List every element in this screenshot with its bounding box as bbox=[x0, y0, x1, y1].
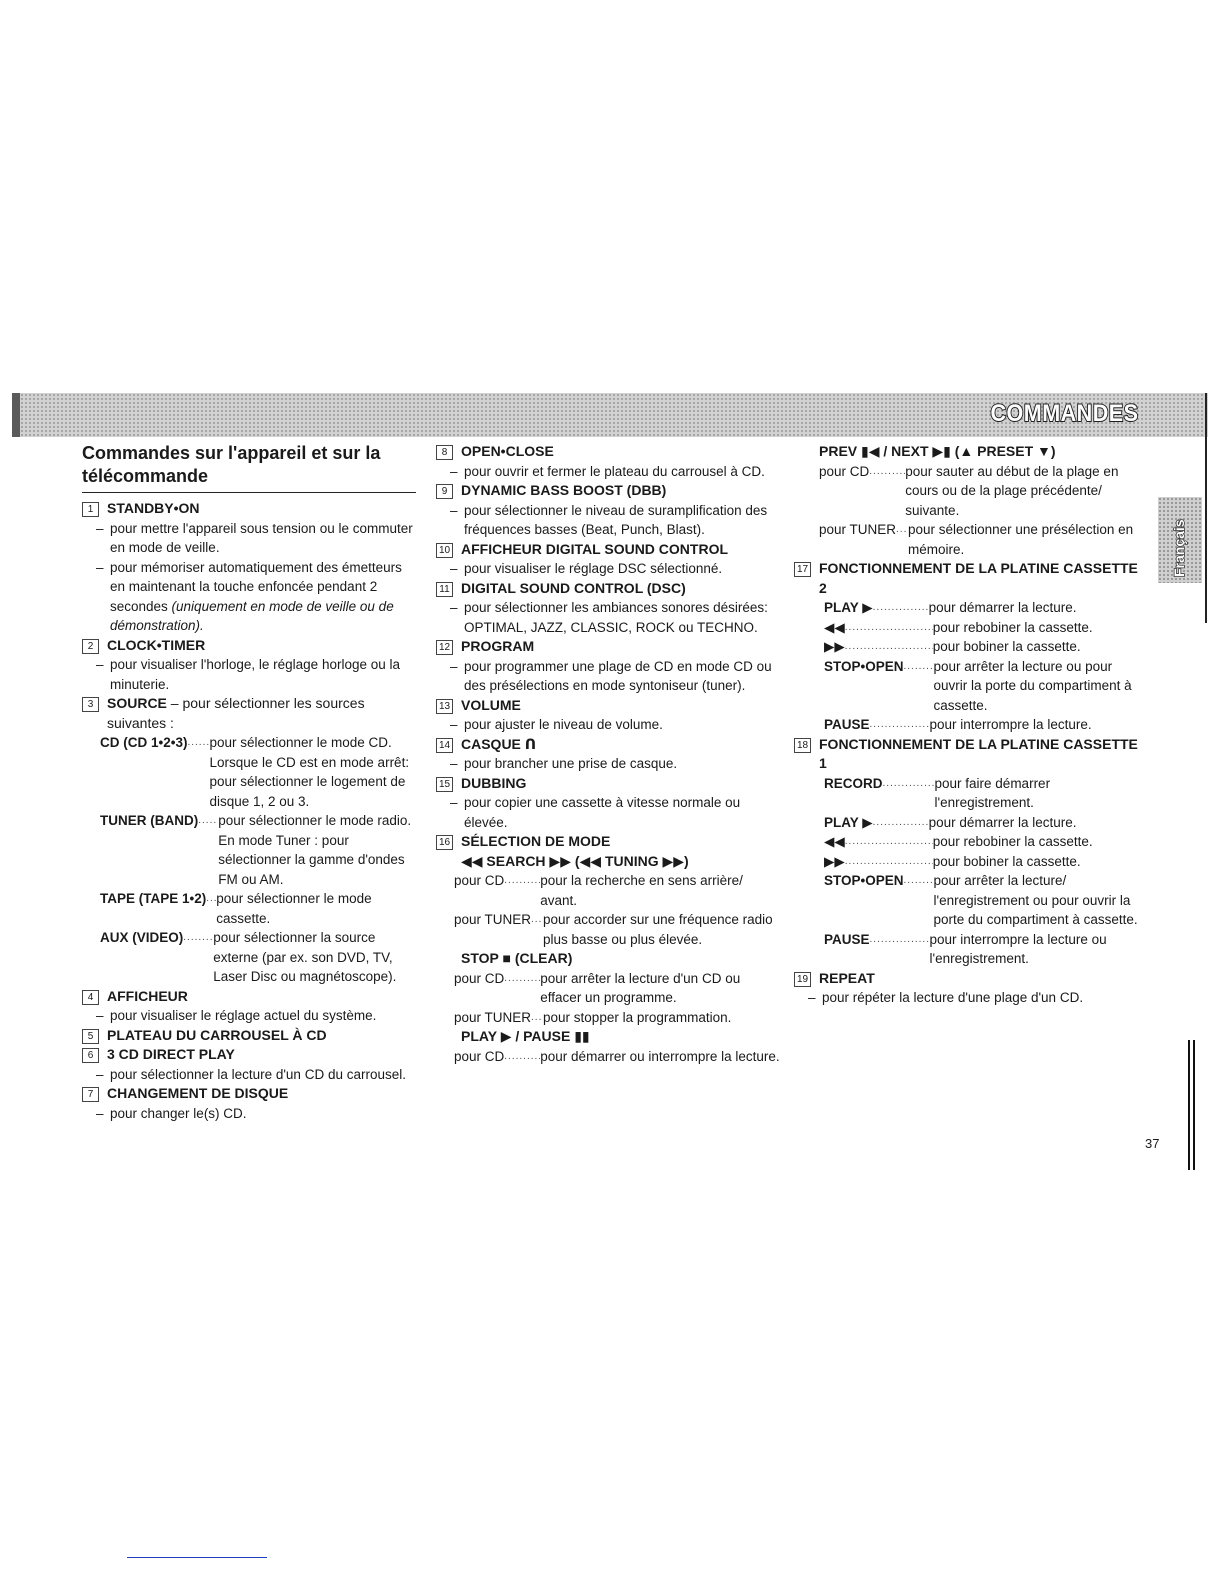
row-label: pour CD bbox=[454, 873, 505, 888]
item-3cd-direct-play bbox=[82, 1045, 416, 1065]
row-description: pour accorder sur une fréquence radio plus basse ou plus élevée. bbox=[543, 912, 773, 947]
row-label: ◀◀ bbox=[824, 619, 845, 635]
leader-dots bbox=[845, 637, 933, 657]
leader-dots bbox=[183, 928, 213, 987]
item-heading: OPEN•CLOSE bbox=[461, 443, 554, 459]
item-standby bbox=[82, 499, 416, 519]
leader-dots bbox=[904, 657, 934, 716]
deck-row bbox=[794, 774, 1144, 813]
edge-lines bbox=[1188, 1040, 1198, 1170]
column-2 bbox=[436, 442, 782, 1066]
item-heading: VOLUME bbox=[461, 696, 521, 713]
item-number: 13 bbox=[436, 699, 453, 714]
description-note: (uniquement en mode de veille ou de démonstration). bbox=[110, 598, 394, 633]
item-number: 9 bbox=[436, 484, 453, 499]
item-source bbox=[82, 694, 416, 733]
item-heading: 3 CD DIRECT PLAY bbox=[107, 1046, 235, 1062]
item-program bbox=[436, 637, 782, 657]
item-description bbox=[82, 558, 416, 636]
source-row-cd bbox=[82, 733, 416, 811]
leader-dots bbox=[845, 618, 933, 638]
item-number: 2 bbox=[82, 639, 99, 654]
row-description: pour faire démarrer l'enregistrement. bbox=[934, 775, 1051, 810]
item-description: – pour changer le(s) CD. bbox=[82, 1104, 416, 1124]
row-description: pour sélectionner le mode CD. Lorsque le CD est en mode arrêt: pour sélectionner le logement de disque 1, 2 ou 3. bbox=[209, 735, 410, 809]
leader-dots bbox=[198, 811, 218, 889]
row-description: pour interrompre la lecture. bbox=[929, 717, 1092, 732]
item-casque bbox=[436, 735, 782, 755]
item-repeat bbox=[794, 969, 1144, 989]
leader-dots bbox=[206, 889, 216, 928]
item-heading: REPEAT bbox=[819, 969, 875, 986]
leader-dots bbox=[531, 1008, 543, 1028]
source-row-aux bbox=[82, 928, 416, 987]
leader-dots bbox=[869, 462, 905, 521]
row-label: PAUSE bbox=[824, 931, 870, 947]
leader-dots bbox=[187, 733, 209, 811]
deck-row bbox=[794, 715, 1144, 735]
item-clock-timer bbox=[82, 636, 416, 656]
column-3 bbox=[794, 442, 1144, 1008]
row-label: pour CD bbox=[819, 463, 870, 479]
language-tab bbox=[1158, 497, 1202, 583]
row-description: pour bobiner la cassette. bbox=[932, 853, 1081, 869]
language-tab-label: Français bbox=[1171, 519, 1187, 577]
item-description: – pour sélectionner la lecture d'un CD du carrousel. bbox=[82, 1065, 416, 1085]
row-description: pour rebobiner la cassette. bbox=[932, 619, 1093, 635]
row-label: TUNER (BAND) bbox=[100, 813, 199, 828]
item-heading: SÉLECTION DE MODE bbox=[461, 833, 611, 849]
row-description: pour démarrer la lecture. bbox=[928, 814, 1077, 830]
row-description: pour arrêter la lecture d'un CD ou effacer un programme. bbox=[540, 970, 741, 1005]
item-number: 14 bbox=[436, 738, 453, 753]
edge-line bbox=[1193, 1040, 1195, 1170]
row-label: STOP•OPEN bbox=[824, 873, 904, 888]
item-number: 19 bbox=[794, 972, 811, 987]
mode-row bbox=[436, 1008, 782, 1028]
row-description: pour sélectionner le mode cassette. bbox=[216, 891, 372, 926]
item-heading: DIGITAL SOUND CONTROL (DSC) bbox=[461, 579, 686, 596]
row-label: PLAY ▶ bbox=[824, 600, 873, 615]
sub-heading-play-pause: PLAY ▶ / PAUSE ▮▮ bbox=[461, 1028, 590, 1044]
item-heading: FONCTIONNEMENT DE LA PLATINE CASSETTE 1 bbox=[819, 735, 1138, 771]
deck-row bbox=[794, 598, 1144, 618]
row-description: pour interrompre la lecture ou l'enregistrement. bbox=[929, 931, 1107, 966]
row-label: pour CD bbox=[454, 970, 505, 986]
row-description: pour la recherche en sens arrière/ avant. bbox=[540, 873, 743, 908]
row-label: ▶▶ bbox=[824, 853, 845, 869]
item-volume bbox=[436, 696, 782, 716]
row-label: AUX (VIDEO) bbox=[100, 930, 184, 945]
leader-dots bbox=[504, 871, 540, 910]
mode-row bbox=[436, 871, 782, 910]
row-label: PLAY ▶ bbox=[824, 814, 873, 830]
leader-dots bbox=[870, 715, 930, 735]
leader-dots bbox=[845, 852, 933, 872]
item-number: 15 bbox=[436, 777, 453, 792]
row-label: STOP•OPEN bbox=[824, 658, 904, 674]
item-description: – pour sélectionner le niveau de suramplification des fréquences basses (Beat, Punch, Blast). bbox=[436, 501, 782, 540]
mode-row bbox=[436, 969, 782, 1008]
item-number: 18 bbox=[794, 738, 811, 753]
headphones-icon: ᑎ bbox=[524, 735, 537, 752]
item-dsc bbox=[436, 579, 782, 599]
column-1 bbox=[82, 442, 416, 1123]
right-edge-rule bbox=[1205, 393, 1207, 623]
item-number: 5 bbox=[82, 1029, 99, 1044]
item-description: – pour brancher une prise de casque. bbox=[436, 754, 782, 774]
row-label: PAUSE bbox=[824, 717, 870, 732]
item-heading: CHANGEMENT DE DISQUE bbox=[107, 1085, 289, 1101]
item-number: 8 bbox=[436, 445, 453, 460]
bottom-rule bbox=[127, 1557, 267, 1558]
item-number: 17 bbox=[794, 562, 811, 577]
row-label: RECORD bbox=[824, 775, 883, 791]
item-heading: AFFICHEUR DIGITAL SOUND CONTROL bbox=[461, 540, 729, 557]
sub-heading-stop: STOP ■ (CLEAR) bbox=[461, 950, 573, 966]
item-afficheur-dsc bbox=[436, 540, 782, 560]
row-description: pour sélectionner la source externe (par ex. son DVD, TV, Laser Disc ou magnétoscope). bbox=[213, 930, 397, 984]
edge-line bbox=[1188, 1040, 1190, 1170]
row-description: pour stopper la programmation. bbox=[543, 1009, 732, 1025]
leader-dots bbox=[873, 813, 929, 833]
item-description: – pour programmer une plage de CD en mode CD ou des présélections en mode syntoniseur (tuner). bbox=[436, 657, 782, 696]
item-heading-rest: – pour sélectionner les sources suivantes : bbox=[107, 695, 365, 731]
leader-dots bbox=[870, 930, 930, 969]
item-number: 12 bbox=[436, 640, 453, 655]
item-heading: DYNAMIC BASS BOOST (DBB) bbox=[461, 482, 667, 498]
item-description: – pour copier une cassette à vitesse normale ou élevée. bbox=[436, 793, 782, 832]
source-row-tuner bbox=[82, 811, 416, 889]
banner-edge-mark bbox=[12, 393, 20, 437]
item-dubbing bbox=[436, 774, 782, 794]
deck-row bbox=[794, 637, 1144, 657]
source-row-tape bbox=[82, 889, 416, 928]
row-description: pour démarrer ou interrompre la lecture. bbox=[540, 1048, 780, 1064]
mode-row bbox=[794, 462, 1144, 521]
leader-dots bbox=[904, 871, 934, 930]
deck-row bbox=[794, 871, 1144, 930]
item-description: – pour ajuster le niveau de volume. bbox=[436, 715, 782, 735]
row-description: pour rebobiner la cassette. bbox=[932, 834, 1093, 849]
item-description: – pour sélectionner les ambiances sonores désirées: OPTIMAL, JAZZ, CLASSIC, ROCK ou TECHNO. bbox=[436, 598, 782, 637]
deck-row bbox=[794, 813, 1144, 833]
row-label: ▶▶ bbox=[824, 639, 845, 654]
leader-dots bbox=[883, 774, 935, 813]
item-heading: PROGRAM bbox=[461, 638, 535, 654]
item-heading: DUBBING bbox=[461, 774, 527, 791]
item-selection-mode bbox=[436, 832, 782, 852]
item-description: – pour visualiser l'horloge, le réglage horloge ou la minuterie. bbox=[82, 655, 416, 694]
item-heading: CASQUE bbox=[461, 735, 521, 752]
row-description: pour sauter au début de la plage en cours ou de la plage précédente/ suivante. bbox=[905, 463, 1119, 518]
item-number: 11 bbox=[436, 582, 453, 597]
item-heading: AFFICHEUR bbox=[107, 987, 188, 1004]
item-number: 4 bbox=[82, 990, 99, 1005]
deck-row bbox=[794, 930, 1144, 969]
row-description: pour sélectionner le mode radio. En mode Tuner : pour sélectionner la gamme d'ondes FM ou AM. bbox=[218, 813, 412, 887]
item-open-close bbox=[436, 442, 782, 462]
item-description: – pour répéter la lecture d'une plage d'un CD. bbox=[794, 988, 1144, 1008]
banner-title: COMMANDES bbox=[989, 400, 1138, 427]
row-description: pour sélectionner une présélection en mémoire. bbox=[908, 522, 1134, 557]
row-description: pour arrêter la lecture ou pour ouvrir la porte du compartiment à cassette. bbox=[933, 658, 1132, 713]
item-number: 16 bbox=[436, 835, 453, 850]
row-label: ◀◀ bbox=[824, 834, 845, 849]
item-description: – pour mettre l'appareil sous tension ou le commuter en mode de veille. bbox=[82, 519, 416, 558]
deck-row bbox=[794, 618, 1144, 638]
sub-heading-prev-next: PREV ▮◀ / NEXT ▶▮ (▲ PRESET ▼) bbox=[819, 443, 1056, 459]
row-description: pour bobiner la cassette. bbox=[932, 639, 1081, 654]
leader-dots bbox=[873, 598, 929, 618]
item-description: – pour ouvrir et fermer le plateau du carrousel à CD. bbox=[436, 462, 782, 482]
header-banner bbox=[12, 393, 1208, 437]
description-text: pour mémoriser automatiquement des émetteurs en maintenant la touche enfoncée pendant 2 secondes bbox=[110, 559, 402, 614]
item-afficheur bbox=[82, 987, 416, 1007]
item-number: 1 bbox=[82, 502, 99, 517]
item-changement-disque bbox=[82, 1084, 416, 1104]
page-number: 37 bbox=[1145, 1136, 1160, 1151]
row-description: pour démarrer la lecture. bbox=[928, 600, 1077, 615]
item-description: – pour visualiser le réglage DSC sélectionné. bbox=[436, 559, 782, 579]
leader-dots bbox=[845, 832, 933, 852]
deck-row bbox=[794, 657, 1144, 716]
item-heading: SOURCE bbox=[107, 695, 167, 711]
row-label: pour CD bbox=[454, 1048, 505, 1064]
deck-row bbox=[794, 852, 1144, 872]
item-carrousel bbox=[82, 1026, 416, 1046]
row-label: pour TUNER bbox=[819, 522, 897, 537]
item-number: 7 bbox=[82, 1087, 99, 1102]
leader-dots bbox=[896, 520, 908, 559]
mode-row bbox=[794, 520, 1144, 559]
item-heading: FONCTIONNEMENT DE LA PLATINE CASSETTE 2 bbox=[819, 560, 1138, 596]
row-label: CD (CD 1•2•3) bbox=[100, 735, 188, 750]
item-platine-2 bbox=[794, 559, 1144, 598]
deck-row bbox=[794, 832, 1144, 852]
item-platine-1 bbox=[794, 735, 1144, 774]
item-dbb bbox=[436, 481, 782, 501]
mode-row bbox=[436, 910, 782, 949]
row-description: pour arrêter la lecture/ l'enregistrement ou pour ouvrir la porte du compartiment à cassette. bbox=[933, 873, 1138, 927]
mode-row bbox=[436, 1047, 782, 1067]
sub-heading-search: ◀◀ SEARCH ▶▶ (◀◀ TUNING ▶▶) bbox=[461, 852, 689, 869]
section-title: Commandes sur l'appareil et sur la télécommande bbox=[82, 442, 416, 493]
row-label: TAPE (TAPE 1•2) bbox=[100, 891, 207, 906]
item-heading: PLATEAU DU CARROUSEL À CD bbox=[107, 1026, 327, 1043]
item-heading: CLOCK•TIMER bbox=[107, 636, 206, 653]
leader-dots bbox=[531, 910, 543, 949]
item-number: 6 bbox=[82, 1048, 99, 1063]
item-number: 10 bbox=[436, 543, 453, 558]
leader-dots bbox=[504, 1047, 540, 1067]
item-description: – pour visualiser le réglage actuel du système. bbox=[82, 1006, 416, 1026]
item-heading: STANDBY•ON bbox=[107, 500, 200, 516]
leader-dots bbox=[504, 969, 540, 1008]
row-label: pour TUNER bbox=[454, 912, 532, 927]
item-number: 3 bbox=[82, 697, 99, 712]
row-label: pour TUNER bbox=[454, 1009, 532, 1025]
